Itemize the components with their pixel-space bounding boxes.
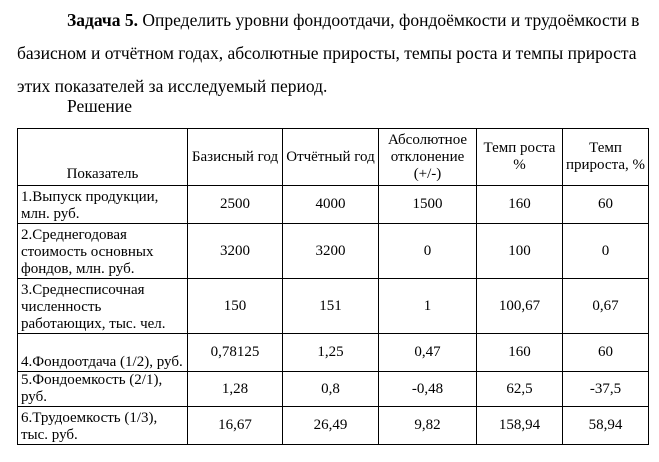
row-name: 4.Фондоотдача (1/2), руб. [18, 334, 188, 372]
cell-base-year: 150 [188, 279, 283, 334]
cell-growth-rate: 100 [477, 224, 563, 279]
cell-base-year: 0,78125 [188, 334, 283, 372]
cell-increase-rate: 60 [563, 186, 649, 224]
table-row [18, 407, 649, 445]
table-row [18, 279, 649, 334]
table-row [18, 224, 649, 279]
cell-growth-rate: 160 [477, 186, 563, 224]
indicators-table [17, 128, 649, 445]
cell-base-year: 16,67 [188, 407, 283, 445]
cell-report-year: 1,25 [283, 334, 379, 372]
table-row [18, 186, 649, 224]
cell-absolute-deviation: 9,82 [379, 407, 477, 445]
cell-absolute-deviation: 0 [379, 224, 477, 279]
header-increase-rate: Темп прироста, % [563, 129, 649, 186]
cell-increase-rate: 58,94 [563, 407, 649, 445]
cell-growth-rate: 160 [477, 334, 563, 372]
cell-increase-rate: 60 [563, 334, 649, 372]
solution-label: Решение [67, 96, 133, 116]
cell-growth-rate: 100,67 [477, 279, 563, 334]
row-name: 5.Фондоемкость (2/1), руб. [18, 372, 188, 407]
cell-report-year: 151 [283, 279, 379, 334]
header-base-year: Базисный год [188, 129, 283, 186]
cell-absolute-deviation: -0,48 [379, 372, 477, 407]
header-absolute-deviation: Абсолютное отклонение (+/-) [379, 129, 477, 186]
cell-absolute-deviation: 1500 [379, 186, 477, 224]
row-name: 1.Выпуск продукции, млн. руб. [18, 186, 188, 224]
task-paragraph [17, 4, 647, 103]
cell-growth-rate: 62,5 [477, 372, 563, 407]
task-text: Определить уровни фондоотдачи, фондоёмкости и трудоёмкости в базисном и отчётном годах, абсолютные приросты, темпы роста и темпы прироста этих показателей за исследуемый период. [17, 10, 640, 96]
task-title: Задача 5. [67, 10, 139, 30]
cell-report-year: 4000 [283, 186, 379, 224]
header-growth-rate: Темп роста % [477, 129, 563, 186]
cell-absolute-deviation: 1 [379, 279, 477, 334]
cell-report-year: 0,8 [283, 372, 379, 407]
cell-report-year: 26,49 [283, 407, 379, 445]
cell-report-year: 3200 [283, 224, 379, 279]
row-name: 3.Среднесписочная численность работающих, тыс. чел. [18, 279, 188, 334]
header-row [18, 129, 649, 186]
row-name: 2.Среднегодовая стоимость основных фондов, млн. руб. [18, 224, 188, 279]
header-report-year: Отчётный год [283, 129, 379, 186]
cell-absolute-deviation: 0,47 [379, 334, 477, 372]
header-indicator: Показатель [18, 129, 188, 186]
cell-increase-rate: -37,5 [563, 372, 649, 407]
cell-base-year: 3200 [188, 224, 283, 279]
table-row [18, 372, 649, 407]
cell-base-year: 1,28 [188, 372, 283, 407]
table-row [18, 334, 649, 372]
row-name: 6.Трудоемкость (1/3), тыс. руб. [18, 407, 188, 445]
cell-increase-rate: 0 [563, 224, 649, 279]
cell-growth-rate: 158,94 [477, 407, 563, 445]
cell-increase-rate: 0,67 [563, 279, 649, 334]
cell-base-year: 2500 [188, 186, 283, 224]
